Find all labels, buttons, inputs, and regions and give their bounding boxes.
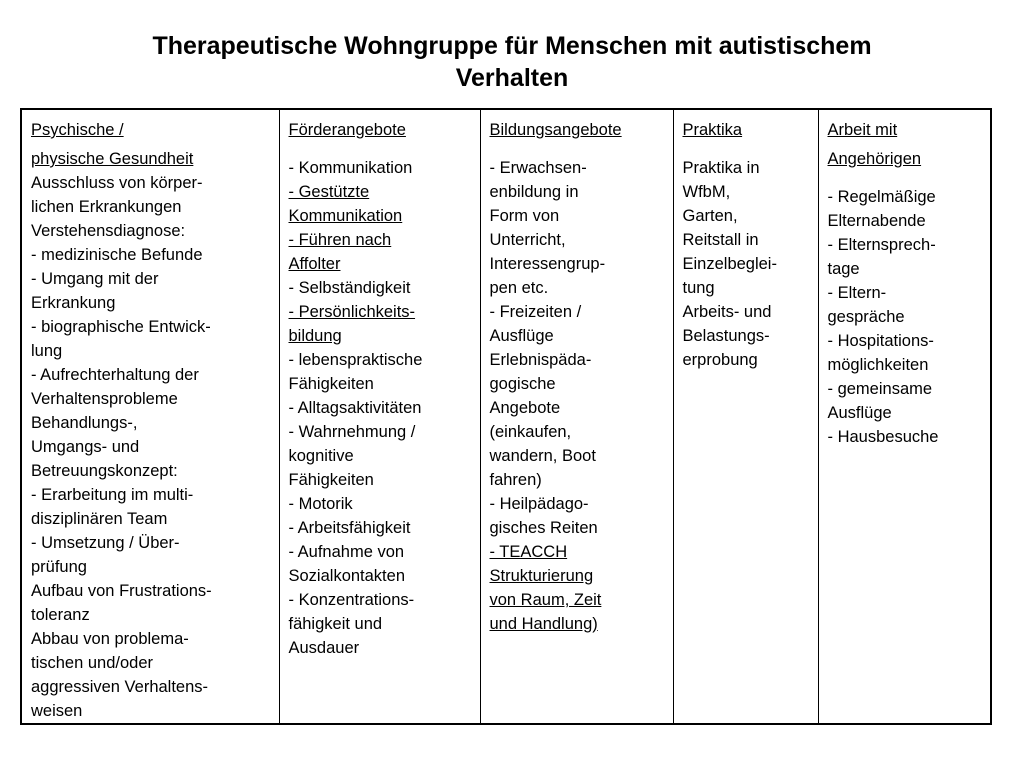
cell-line: fahren) [489, 471, 542, 489]
cell-line: - Selbständigkeit [288, 279, 411, 297]
cell-line: toleranz [31, 606, 90, 624]
cell-line: Angebote [489, 399, 561, 417]
column-header: Angehörigen [827, 150, 922, 168]
cell-line: Ausschluss von körper- [31, 174, 203, 192]
cell-line: erprobung [682, 351, 758, 369]
cell-line: enbildung in [489, 183, 579, 201]
cell-line: - Regelmäßige [827, 188, 936, 206]
title-line-1: Therapeutische Wohngruppe für Menschen mit autistischem [152, 32, 872, 60]
table-row [21, 109, 991, 724]
cell-line: Elternabende [827, 212, 926, 230]
cell-line: - Kommunikation [288, 159, 413, 177]
cell-line: - Konzentrations- [288, 591, 415, 609]
column-psychische-gesundheit [21, 109, 279, 724]
cell-line: - Motorik [288, 495, 353, 513]
cell-line: - biographische Entwick- [31, 318, 211, 336]
cell-line: möglichkeiten [827, 356, 929, 374]
cell-line: Abbau von problema- [31, 630, 189, 648]
column-header: Arbeit mit [827, 121, 898, 139]
cell-line: - Aufrechterhaltung der [31, 366, 199, 384]
cell-line: lichen Erkrankungen [31, 198, 182, 216]
cell-line: Verhaltensprobleme [31, 390, 178, 408]
spacer [683, 142, 813, 156]
cell-line: Reitstall in [682, 231, 759, 249]
cell-line: Ausflüge [489, 327, 554, 345]
cell-line: bildung [288, 327, 342, 345]
cell-line: Erkrankung [31, 294, 116, 312]
cell-line: - Aufnahme von [288, 543, 405, 561]
cell-line: gogische [489, 375, 556, 393]
cell-line: lung [31, 342, 63, 360]
cell-line: Ausflüge [827, 404, 892, 422]
cell-line: - Umsetzung / Über- [31, 534, 180, 552]
column-header: Praktika [682, 121, 743, 139]
cell-line: Fähigkeiten [288, 471, 374, 489]
cell-line: Form von [489, 207, 560, 225]
cell-line: Behandlungs-, [31, 414, 138, 432]
spacer [289, 142, 475, 156]
cell-line: (einkaufen, [489, 423, 572, 441]
column-arbeit-mit-angehoerigen [818, 109, 991, 724]
cell-line: Kommunikation [288, 207, 403, 225]
cell-line: - Gestützte [288, 183, 370, 201]
cell-line: Betreuungskonzept: [31, 462, 178, 480]
column-header: Psychische / [31, 121, 124, 139]
cell-line: kognitive [288, 447, 354, 465]
cell-line: WfbM, [682, 183, 731, 201]
cell-line: - Elternsprech- [827, 236, 936, 254]
cell-line: tischen und/oder [31, 654, 154, 672]
column-foerderangebote [279, 109, 480, 724]
column-praktika [673, 109, 818, 724]
spacer [490, 142, 668, 156]
cell-line: Umgangs- und [31, 438, 140, 456]
cell-line: disziplinären Team [31, 510, 168, 528]
cell-line: gespräche [827, 308, 905, 326]
cell-line: - Freizeiten / [489, 303, 582, 321]
cell-line: - TEACCH [489, 543, 568, 561]
cell-line: - Erwachsen- [489, 159, 587, 177]
cell-line: wandern, Boot [489, 447, 596, 465]
cell-line: - gemeinsame [827, 380, 933, 398]
cell-line: Affolter [288, 255, 341, 273]
cell-line: - Heilpädago- [489, 495, 589, 513]
cell-line: tage [827, 260, 860, 278]
column-header: Bildungsangebote [489, 121, 622, 139]
spacer [828, 171, 986, 185]
cell-line: tung [682, 279, 715, 297]
cell-line: Arbeits- und [682, 303, 772, 321]
cell-line: Interessengrup- [489, 255, 606, 273]
cell-line: - lebenspraktische [288, 351, 423, 369]
cell-line: Verstehensdiagnose: [31, 222, 186, 240]
cell-line: prüfung [31, 558, 87, 576]
cell-line: - Persönlichkeits- [288, 303, 416, 321]
cell-line: Strukturierung [489, 567, 594, 585]
cell-line: und Handlung) [489, 615, 598, 633]
cell-line: Belastungs- [682, 327, 770, 345]
cell-line: Einzelbeglei- [682, 255, 777, 273]
cell-line: - Umgang mit der [31, 270, 159, 288]
page-title [0, 30, 1024, 94]
cell-line: Garten, [682, 207, 738, 225]
cell-line: Erlebnispäda- [489, 351, 592, 369]
cell-line: - Erarbeitung im multi- [31, 486, 194, 504]
cell-line: - medizinische Befunde [31, 246, 203, 264]
cell-line: weisen [31, 702, 83, 720]
cell-line: gisches Reiten [489, 519, 598, 537]
services-table [20, 108, 992, 725]
cell-line: fähigkeit und [288, 615, 383, 633]
cell-line: Aufbau von Frustrations- [31, 582, 212, 600]
cell-line: - Alltagsaktivitäten [288, 399, 422, 417]
cell-line: - Führen nach [288, 231, 392, 249]
cell-line: Unterricht, [489, 231, 566, 249]
cell-line: Sozialkontakten [288, 567, 405, 585]
cell-line: - Wahrnehmung / [288, 423, 416, 441]
cell-line: - Arbeitsfähigkeit [288, 519, 411, 537]
column-header: Förderangebote [288, 121, 406, 139]
cell-line: - Hausbesuche [827, 428, 939, 446]
cell-line: Praktika in [682, 159, 760, 177]
title-line-2: Verhalten [455, 64, 569, 92]
cell-line: pen etc. [489, 279, 549, 297]
column-header: physische Gesundheit [31, 150, 194, 168]
column-bildungsangebote [480, 109, 673, 724]
cell-line: Ausdauer [288, 639, 360, 657]
cell-line: Fähigkeiten [288, 375, 374, 393]
cell-line: - Eltern- [827, 284, 887, 302]
cell-line: von Raum, Zeit [489, 591, 602, 609]
cell-line: - Hospitations- [827, 332, 934, 350]
cell-line: aggressiven Verhaltens- [31, 678, 209, 696]
